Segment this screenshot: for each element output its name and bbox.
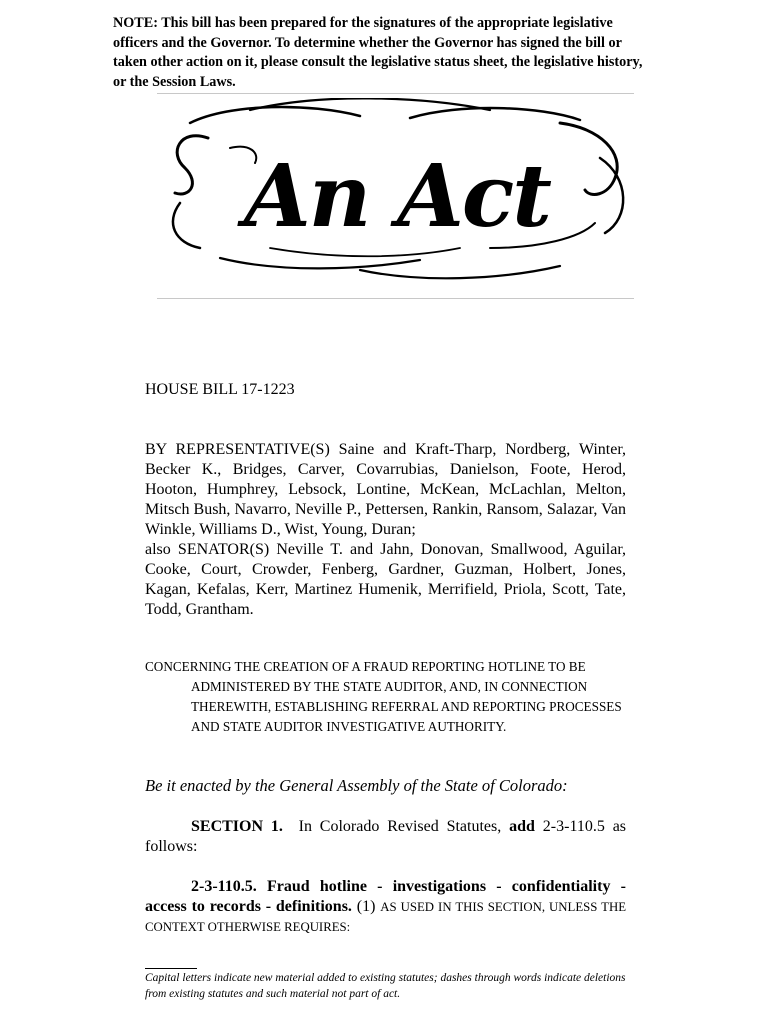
- bottom-divider: [157, 298, 634, 299]
- statute-text: AS USED IN THIS SECTION, UNLESS THE CONTEXT OTHERWISE REQUIRES:: [145, 900, 627, 934]
- bill-number: HOUSE BILL 17-1223: [145, 381, 295, 398]
- footnote: Capital letters indicate new material added to existing statutes; dashes through words indicate deletions from existing statutes and such material not part of act.: [145, 972, 626, 1000]
- an-act-emblem: [160, 98, 635, 293]
- section-1-text-after: 2-3-110.5 as follows:: [145, 818, 627, 855]
- enacting-clause: Be it enacted by the General Assembly of the State of Colorado:: [145, 776, 568, 795]
- footnote-divider: [145, 968, 197, 969]
- bill-title-rest: ADMINISTERED BY THE STATE AUDITOR, AND, IN CONNECTION THEREWITH, ESTABLISHING REFERRAL AND REPORTING PROCESSES AND STATE AUDITOR INVESTIGATIVE AUTHORITY.: [191, 679, 622, 734]
- representatives-list: BY REPRESENTATIVE(S) Saine and Kraft-Tharp, Nordberg, Winter, Becker K., Bridges, Carver, Covarrubias, Danielson, Foote, Herod, Hooton, Humphrey, Lebsock, Lontine, McKean, McLachlan, Melton, Mitsch Bush, Navarro, Neville P., Pettersen, Rankin, Ransom, Salazar, Van Winkle, Williams D., Wist, Young, Duran;: [145, 441, 626, 538]
- bill-title: [145, 657, 626, 737]
- sponsors-block: [145, 440, 626, 620]
- statute-section: [145, 877, 626, 937]
- legislative-note: NOTE: This bill has been prepared for the signatures of the appropriate legislative officers and the Governor. To determine whether the Governor has signed the bill or taken other action on it, please consult the legislative status sheet, the legislative history, or the Session Laws.: [113, 15, 643, 90]
- senators-list: also SENATOR(S) Neville T. and Jahn, Donovan, Smallwood, Aguilar, Cooke, Court, Crowder, Fenberg, Gardner, Guzman, Holbert, Jones, Kagan, Kefalas, Kerr, Martinez Humenik, Merrifield, Priola, Scott, Tate, Todd, Grantham.: [145, 541, 626, 618]
- an-act-logo-icon: [160, 98, 635, 293]
- section-1: [145, 817, 626, 857]
- bill-title-line1: CONCERNING THE CREATION OF A FRAUD REPORTING HOTLINE TO BE: [145, 659, 586, 674]
- emblem-text: An Act: [243, 146, 551, 247]
- statute-heading: 2-3-110.5. Fraud hotline - investigations - confidentiality - access to records - definitions.: [145, 878, 626, 915]
- top-divider: [157, 93, 634, 94]
- statute-subsection: (1): [356, 898, 376, 915]
- section-1-add: add: [509, 818, 535, 835]
- section-1-label: SECTION 1.: [191, 818, 283, 835]
- section-1-text-before: In Colorado Revised Statutes,: [298, 818, 502, 835]
